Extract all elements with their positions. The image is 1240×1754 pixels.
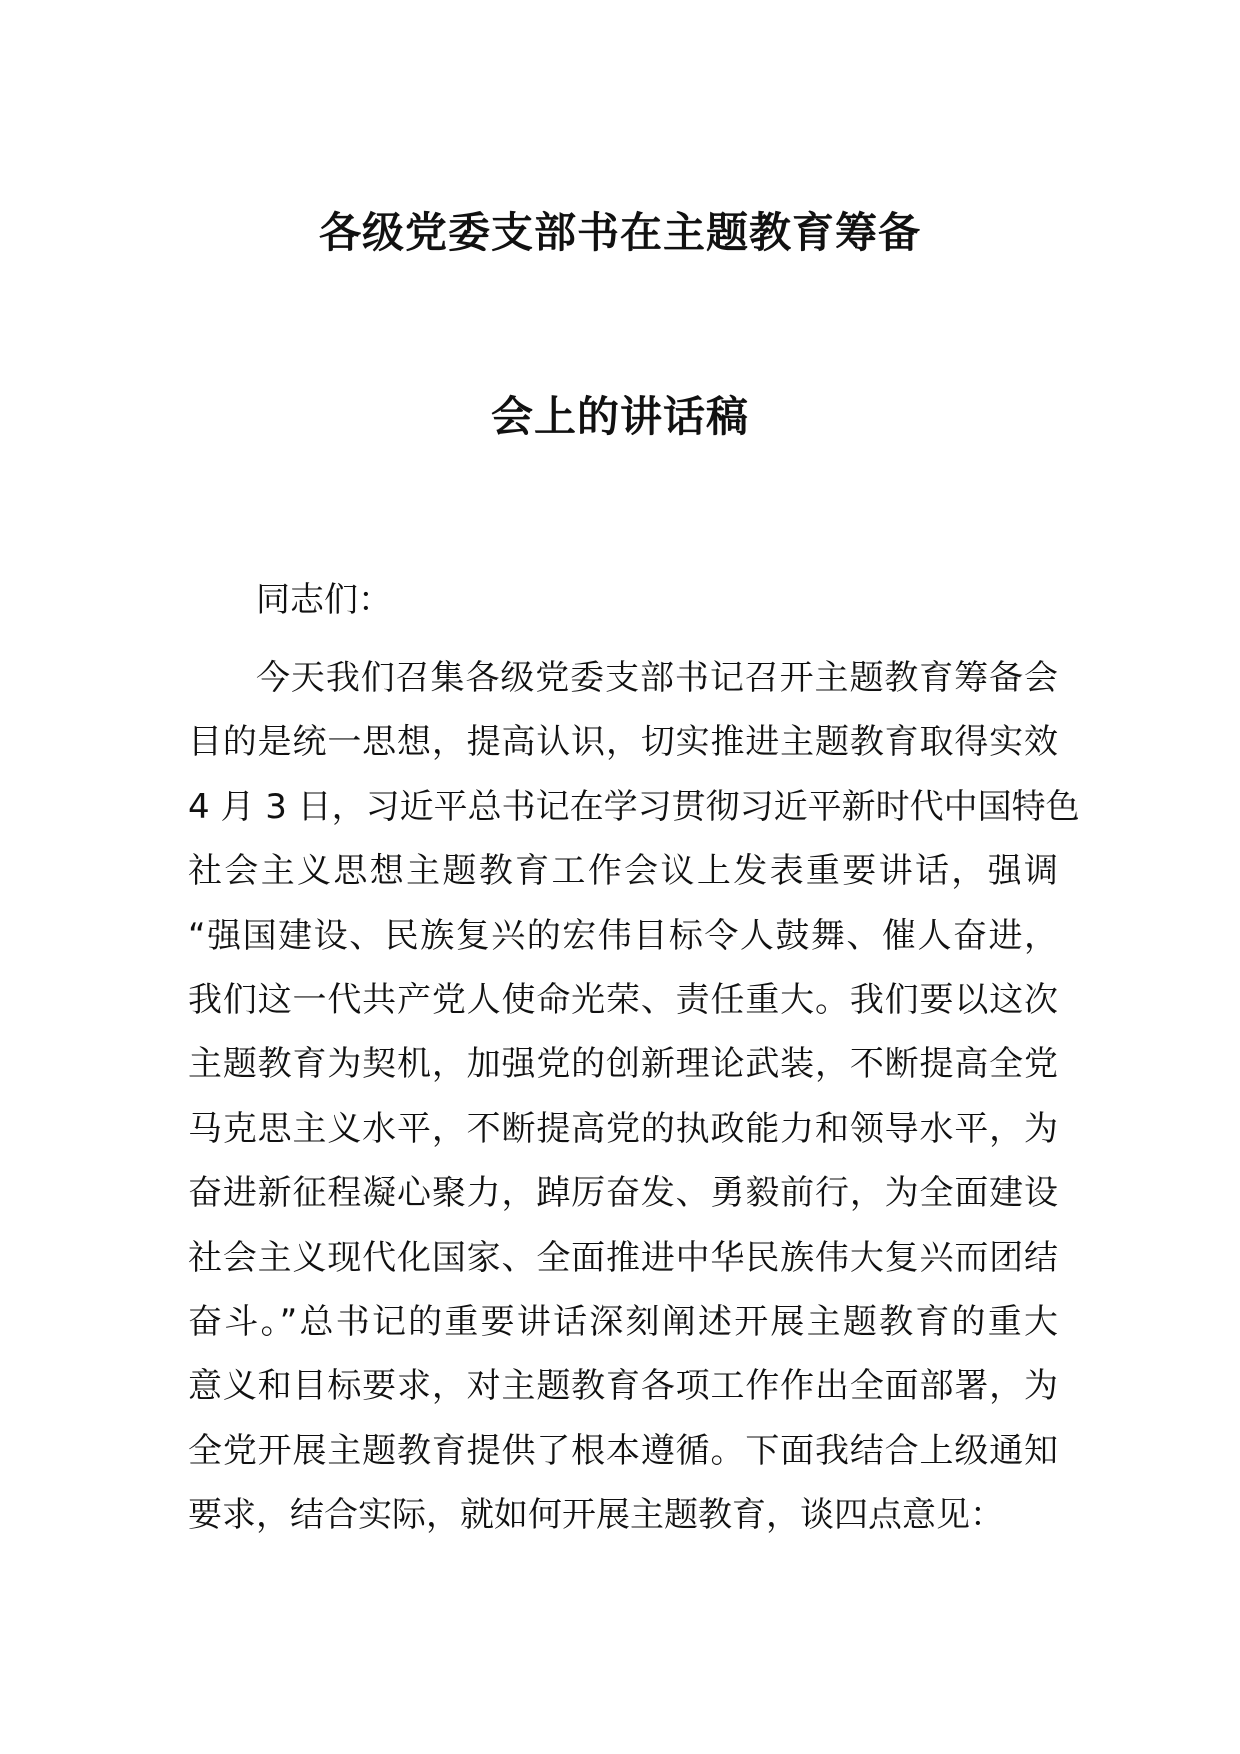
body-paragraph — [188, 646, 1080, 1547]
document-title-line-1: 各级党委支部书在主题教育筹备 — [318, 208, 921, 257]
paragraph-line: “强国建设、民族复兴的宏伟目标令人鼓舞、催人奋进， — [188, 915, 1058, 956]
paragraph-line: 奋斗。”总书记的重要讲话深刻阐述开展主题教育的重大 — [188, 1301, 1058, 1342]
paragraph-line: 奋进新征程凝心聚力，踔厉奋发、勇毅前行，为全面建设 — [188, 1173, 1058, 1214]
paragraph-line: 全党开展主题教育提供了根本遵循。下面我结合上级通知 — [188, 1430, 1058, 1471]
document-title-line-2: 会上的讲话稿 — [490, 392, 749, 441]
paragraph-line: 我们这一代共产党人使命光荣、责任重大。我们要以这次 — [188, 979, 1058, 1020]
paragraph-line: 今天我们召集各级党委支部书记召开主题教育筹备会 — [256, 658, 1058, 698]
salutation: 同志们： — [256, 580, 392, 620]
paragraph-line: 要求，结合实际，就如何开展主题教育，谈四点意见： — [188, 1495, 1004, 1536]
paragraph-line: 马克思主义水平，不断提高党的执政能力和领导水平，为 — [188, 1108, 1058, 1149]
paragraph-line: 社会主义现代化国家、全面推进中华民族伟大复兴而团结 — [188, 1237, 1058, 1278]
paragraph-line: 社会主义思想主题教育工作会议上发表重要讲话，强调 — [188, 851, 1058, 892]
paragraph-line: 4 月 3 日，习近平总书记在学习贯彻习近平新时代中国特色 — [188, 786, 1080, 827]
paragraph-line: 意义和目标要求，对主题教育各项工作作出全面部署，为 — [188, 1366, 1058, 1407]
paragraph-line: 主题教育为契机，加强党的创新理论武装，不断提高全党 — [188, 1044, 1058, 1085]
paragraph-line: 目的是统一思想，提高认识，切实推进主题教育取得实效 — [188, 722, 1058, 763]
